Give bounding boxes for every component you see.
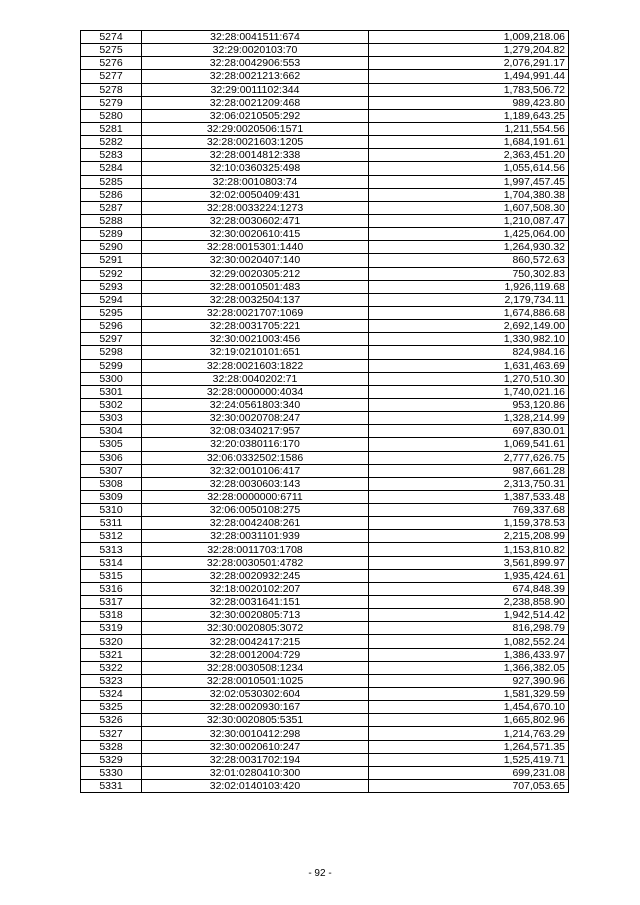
- table-row: [81, 464, 569, 477]
- cadastral-number: 32:02:0530302:604: [142, 688, 369, 701]
- table-row: [81, 517, 569, 530]
- cadastral-number: 32:28:0030602:471: [142, 214, 369, 227]
- cadastral-number: 32:08:0340217:957: [142, 425, 369, 438]
- cadastral-number: 32:29:0020305:212: [142, 267, 369, 280]
- amount-value: 1,153,810.82: [369, 543, 569, 556]
- cadastral-number: 32:02:0050409:431: [142, 188, 369, 201]
- amount-value: 1,387,533.48: [369, 490, 569, 503]
- amount-value: 674,848.39: [369, 582, 569, 595]
- row-number: 5311: [81, 517, 142, 530]
- row-number: 5329: [81, 753, 142, 766]
- table-row: [81, 740, 569, 753]
- cadastral-number: 32:28:0030508:1234: [142, 661, 369, 674]
- table-row: [81, 425, 569, 438]
- row-number: 5300: [81, 372, 142, 385]
- row-number: 5288: [81, 214, 142, 227]
- amount-value: 2,076,291.17: [369, 57, 569, 70]
- table-row: [81, 661, 569, 674]
- amount-value: 1,454,670.10: [369, 701, 569, 714]
- row-number: 5324: [81, 688, 142, 701]
- cadastral-number: 32:28:0021213:662: [142, 70, 369, 83]
- cadastral-number: 32:24:0561803:340: [142, 398, 369, 411]
- row-number: 5284: [81, 162, 142, 175]
- table-row: [81, 412, 569, 425]
- cadastral-number: 32:28:0021707:1069: [142, 306, 369, 319]
- row-number: 5285: [81, 175, 142, 188]
- cadastral-number: 32:32:0010106:417: [142, 464, 369, 477]
- cadastral-number: 32:28:0014812:338: [142, 149, 369, 162]
- amount-value: 1,328,214.99: [369, 412, 569, 425]
- cadastral-number: 32:28:0000000:6711: [142, 490, 369, 503]
- row-number: 5298: [81, 346, 142, 359]
- cadastral-number: 32:28:0010501:1025: [142, 674, 369, 687]
- amount-value: 1,214,763.29: [369, 727, 569, 740]
- row-number: 5302: [81, 398, 142, 411]
- table-row: [81, 569, 569, 582]
- table-row: [81, 31, 569, 44]
- amount-value: 2,313,750.31: [369, 477, 569, 490]
- cadastral-number: 32:28:0042408:261: [142, 517, 369, 530]
- table-row: [81, 688, 569, 701]
- table-row: [81, 622, 569, 635]
- cadastral-number: 32:28:0020930:167: [142, 701, 369, 714]
- amount-value: 816,298.79: [369, 622, 569, 635]
- amount-value: 3,561,899.97: [369, 556, 569, 569]
- table-row: [81, 96, 569, 109]
- cadastral-number: 32:06:0050108:275: [142, 504, 369, 517]
- row-number: 5315: [81, 569, 142, 582]
- row-number: 5299: [81, 359, 142, 372]
- table-row: [81, 543, 569, 556]
- row-number: 5276: [81, 57, 142, 70]
- row-number: 5326: [81, 714, 142, 727]
- table-row: [81, 477, 569, 490]
- table-row: [81, 267, 569, 280]
- table-row: [81, 727, 569, 740]
- table-row: [81, 333, 569, 346]
- cadastral-number: 32:28:0031702:194: [142, 753, 369, 766]
- table-row: [81, 149, 569, 162]
- amount-value: 1,279,204.82: [369, 44, 569, 57]
- cadastral-number: 32:28:0030501:4782: [142, 556, 369, 569]
- cadastral-number: 32:10:0360325:498: [142, 162, 369, 175]
- cadastral-number: 32:28:0031101:939: [142, 530, 369, 543]
- table-row: [81, 254, 569, 267]
- row-number: 5274: [81, 31, 142, 44]
- amount-value: 1,926,119.68: [369, 280, 569, 293]
- cadastral-number: 32:30:0020610:415: [142, 228, 369, 241]
- table-row: [81, 320, 569, 333]
- amount-value: 1,684,191.61: [369, 136, 569, 149]
- amount-value: 1,425,064.00: [369, 228, 569, 241]
- amount-value: 989,423.80: [369, 96, 569, 109]
- amount-value: 1,270,510.30: [369, 372, 569, 385]
- cadastral-number: 32:28:0021209:468: [142, 96, 369, 109]
- amount-value: 1,740,021.16: [369, 385, 569, 398]
- cadastral-number: 32:19:0210101:651: [142, 346, 369, 359]
- row-number: 5308: [81, 477, 142, 490]
- row-number: 5286: [81, 188, 142, 201]
- amount-value: 707,053.65: [369, 780, 569, 793]
- data-table: [80, 30, 569, 793]
- table-row: [81, 57, 569, 70]
- cadastral-number: 32:30:0020708:247: [142, 412, 369, 425]
- amount-value: 1,581,329.59: [369, 688, 569, 701]
- amount-value: 1,264,930.32: [369, 241, 569, 254]
- table-row: [81, 280, 569, 293]
- amount-value: 1,935,424.61: [369, 569, 569, 582]
- amount-value: 1,607,508.30: [369, 201, 569, 214]
- table-row: [81, 70, 569, 83]
- row-number: 5297: [81, 333, 142, 346]
- row-number: 5275: [81, 44, 142, 57]
- cadastral-number: 32:28:0031641:151: [142, 596, 369, 609]
- cadastral-number: 32:28:0011703:1708: [142, 543, 369, 556]
- table-row: [81, 228, 569, 241]
- cadastral-number: 32:28:0033224:1273: [142, 201, 369, 214]
- amount-value: 2,215,208.99: [369, 530, 569, 543]
- row-number: 5321: [81, 648, 142, 661]
- amount-value: 1,366,382.05: [369, 661, 569, 674]
- cadastral-number: 32:20:0380116:170: [142, 438, 369, 451]
- table-row: [81, 596, 569, 609]
- amount-value: 2,692,149.00: [369, 320, 569, 333]
- amount-value: 987,661.28: [369, 464, 569, 477]
- table-row: [81, 175, 569, 188]
- row-number: 5320: [81, 635, 142, 648]
- table-row: [81, 306, 569, 319]
- table-row: [81, 504, 569, 517]
- amount-value: 824,984.16: [369, 346, 569, 359]
- table-row: [81, 780, 569, 793]
- row-number: 5314: [81, 556, 142, 569]
- table-row: [81, 609, 569, 622]
- amount-value: 953,120.86: [369, 398, 569, 411]
- cadastral-number: 32:30:0020805:3072: [142, 622, 369, 635]
- row-number: 5292: [81, 267, 142, 280]
- amount-value: 1,159,378.53: [369, 517, 569, 530]
- table-row: [81, 635, 569, 648]
- row-number: 5310: [81, 504, 142, 517]
- table-row: [81, 359, 569, 372]
- cadastral-number: 32:28:0030603:143: [142, 477, 369, 490]
- row-number: 5317: [81, 596, 142, 609]
- cadastral-number: 32:30:0020805:5351: [142, 714, 369, 727]
- table-row: [81, 674, 569, 687]
- table-row: [81, 582, 569, 595]
- row-number: 5290: [81, 241, 142, 254]
- table-row: [81, 385, 569, 398]
- table-row: [81, 109, 569, 122]
- amount-value: 1,009,218.06: [369, 31, 569, 44]
- cadastral-number: 32:28:0010803:74: [142, 175, 369, 188]
- amount-value: 1,211,554.56: [369, 122, 569, 135]
- table-row: [81, 83, 569, 96]
- amount-value: 1,942,514.42: [369, 609, 569, 622]
- amount-value: 1,665,802.96: [369, 714, 569, 727]
- row-number: 5331: [81, 780, 142, 793]
- row-number: 5281: [81, 122, 142, 135]
- row-number: 5305: [81, 438, 142, 451]
- cadastral-number: 32:28:0015301:1440: [142, 241, 369, 254]
- cadastral-number: 32:28:0021603:1822: [142, 359, 369, 372]
- row-number: 5301: [81, 385, 142, 398]
- amount-value: 1,704,380.38: [369, 188, 569, 201]
- amount-value: 2,238,858.90: [369, 596, 569, 609]
- row-number: 5316: [81, 582, 142, 595]
- table-row: [81, 346, 569, 359]
- table-row: [81, 451, 569, 464]
- cadastral-number: 32:28:0020932:245: [142, 569, 369, 582]
- amount-value: 1,055,614.56: [369, 162, 569, 175]
- row-number: 5327: [81, 727, 142, 740]
- cadastral-number: 32:30:0020407:140: [142, 254, 369, 267]
- cadastral-number: 32:28:0012004:729: [142, 648, 369, 661]
- row-number: 5278: [81, 83, 142, 96]
- row-number: 5295: [81, 306, 142, 319]
- amount-value: 1,997,457.45: [369, 175, 569, 188]
- table-row: [81, 122, 569, 135]
- table-row: [81, 701, 569, 714]
- row-number: 5294: [81, 293, 142, 306]
- row-number: 5282: [81, 136, 142, 149]
- cadastral-number: 32:06:0210505:292: [142, 109, 369, 122]
- amount-value: 1,631,463.69: [369, 359, 569, 372]
- page-number: - 92 -: [308, 868, 332, 879]
- table-row: [81, 44, 569, 57]
- row-number: 5318: [81, 609, 142, 622]
- cadastral-number: 32:06:0332502:1586: [142, 451, 369, 464]
- cadastral-number: 32:28:0040202:71: [142, 372, 369, 385]
- row-number: 5322: [81, 661, 142, 674]
- row-number: 5277: [81, 70, 142, 83]
- cadastral-number: 32:29:0020103:70: [142, 44, 369, 57]
- row-number: 5279: [81, 96, 142, 109]
- table-row: [81, 530, 569, 543]
- row-number: 5306: [81, 451, 142, 464]
- cadastral-number: 32:30:0020610:247: [142, 740, 369, 753]
- table-row: [81, 648, 569, 661]
- amount-value: 697,830.01: [369, 425, 569, 438]
- row-number: 5325: [81, 701, 142, 714]
- table-row: [81, 201, 569, 214]
- amount-value: 750,302.83: [369, 267, 569, 280]
- cadastral-number: 32:02:0140103:420: [142, 780, 369, 793]
- cadastral-number: 32:28:0000000:4034: [142, 385, 369, 398]
- table-row: [81, 438, 569, 451]
- cadastral-number: 32:30:0021003:456: [142, 333, 369, 346]
- row-number: 5293: [81, 280, 142, 293]
- amount-value: 860,572.63: [369, 254, 569, 267]
- row-number: 5319: [81, 622, 142, 635]
- row-number: 5307: [81, 464, 142, 477]
- table-body: [81, 31, 569, 793]
- amount-value: 2,179,734.11: [369, 293, 569, 306]
- table-row: [81, 241, 569, 254]
- table-row: [81, 766, 569, 779]
- row-number: 5280: [81, 109, 142, 122]
- cadastral-number: 32:29:0020506:1571: [142, 122, 369, 135]
- cadastral-number: 32:28:0021603:1205: [142, 136, 369, 149]
- table-row: [81, 293, 569, 306]
- table-row: [81, 188, 569, 201]
- amount-value: 1,674,886.68: [369, 306, 569, 319]
- row-number: 5313: [81, 543, 142, 556]
- row-number: 5303: [81, 412, 142, 425]
- table-row: [81, 136, 569, 149]
- cadastral-number: 32:30:0010412:298: [142, 727, 369, 740]
- cadastral-number: 32:29:0011102:344: [142, 83, 369, 96]
- amount-value: 2,363,451.20: [369, 149, 569, 162]
- amount-value: 1,386,433.97: [369, 648, 569, 661]
- row-number: 5328: [81, 740, 142, 753]
- cadastral-number: 32:18:0020102:207: [142, 582, 369, 595]
- row-number: 5330: [81, 766, 142, 779]
- amount-value: 1,264,571.35: [369, 740, 569, 753]
- row-number: 5323: [81, 674, 142, 687]
- row-number: 5304: [81, 425, 142, 438]
- row-number: 5291: [81, 254, 142, 267]
- row-number: 5289: [81, 228, 142, 241]
- cadastral-number: 32:30:0020805:713: [142, 609, 369, 622]
- amount-value: 1,783,506.72: [369, 83, 569, 96]
- cadastral-number: 32:28:0031705:221: [142, 320, 369, 333]
- amount-value: 1,330,982.10: [369, 333, 569, 346]
- table-row: [81, 162, 569, 175]
- amount-value: 1,494,991.44: [369, 70, 569, 83]
- table-row: [81, 556, 569, 569]
- amount-value: 1,189,643.25: [369, 109, 569, 122]
- amount-value: 2,777,626.75: [369, 451, 569, 464]
- table-row: [81, 714, 569, 727]
- table-row: [81, 490, 569, 503]
- cadastral-number: 32:28:0010501:483: [142, 280, 369, 293]
- row-number: 5283: [81, 149, 142, 162]
- amount-value: 769,337.68: [369, 504, 569, 517]
- table-row: [81, 214, 569, 227]
- cadastral-number: 32:28:0032504:137: [142, 293, 369, 306]
- cadastral-number: 32:01:0280410:300: [142, 766, 369, 779]
- amount-value: 1,210,087.47: [369, 214, 569, 227]
- amount-value: 1,069,541.61: [369, 438, 569, 451]
- table-row: [81, 398, 569, 411]
- row-number: 5309: [81, 490, 142, 503]
- amount-value: 1,525,419.71: [369, 753, 569, 766]
- amount-value: 699,231.08: [369, 766, 569, 779]
- row-number: 5312: [81, 530, 142, 543]
- table-row: [81, 372, 569, 385]
- cadastral-number: 32:28:0042417:215: [142, 635, 369, 648]
- amount-value: 1,082,552.24: [369, 635, 569, 648]
- row-number: 5287: [81, 201, 142, 214]
- table-row: [81, 753, 569, 766]
- amount-value: 927,390.96: [369, 674, 569, 687]
- cadastral-number: 32:28:0042906:553: [142, 57, 369, 70]
- row-number: 5296: [81, 320, 142, 333]
- cadastral-number: 32:28:0041511:674: [142, 31, 369, 44]
